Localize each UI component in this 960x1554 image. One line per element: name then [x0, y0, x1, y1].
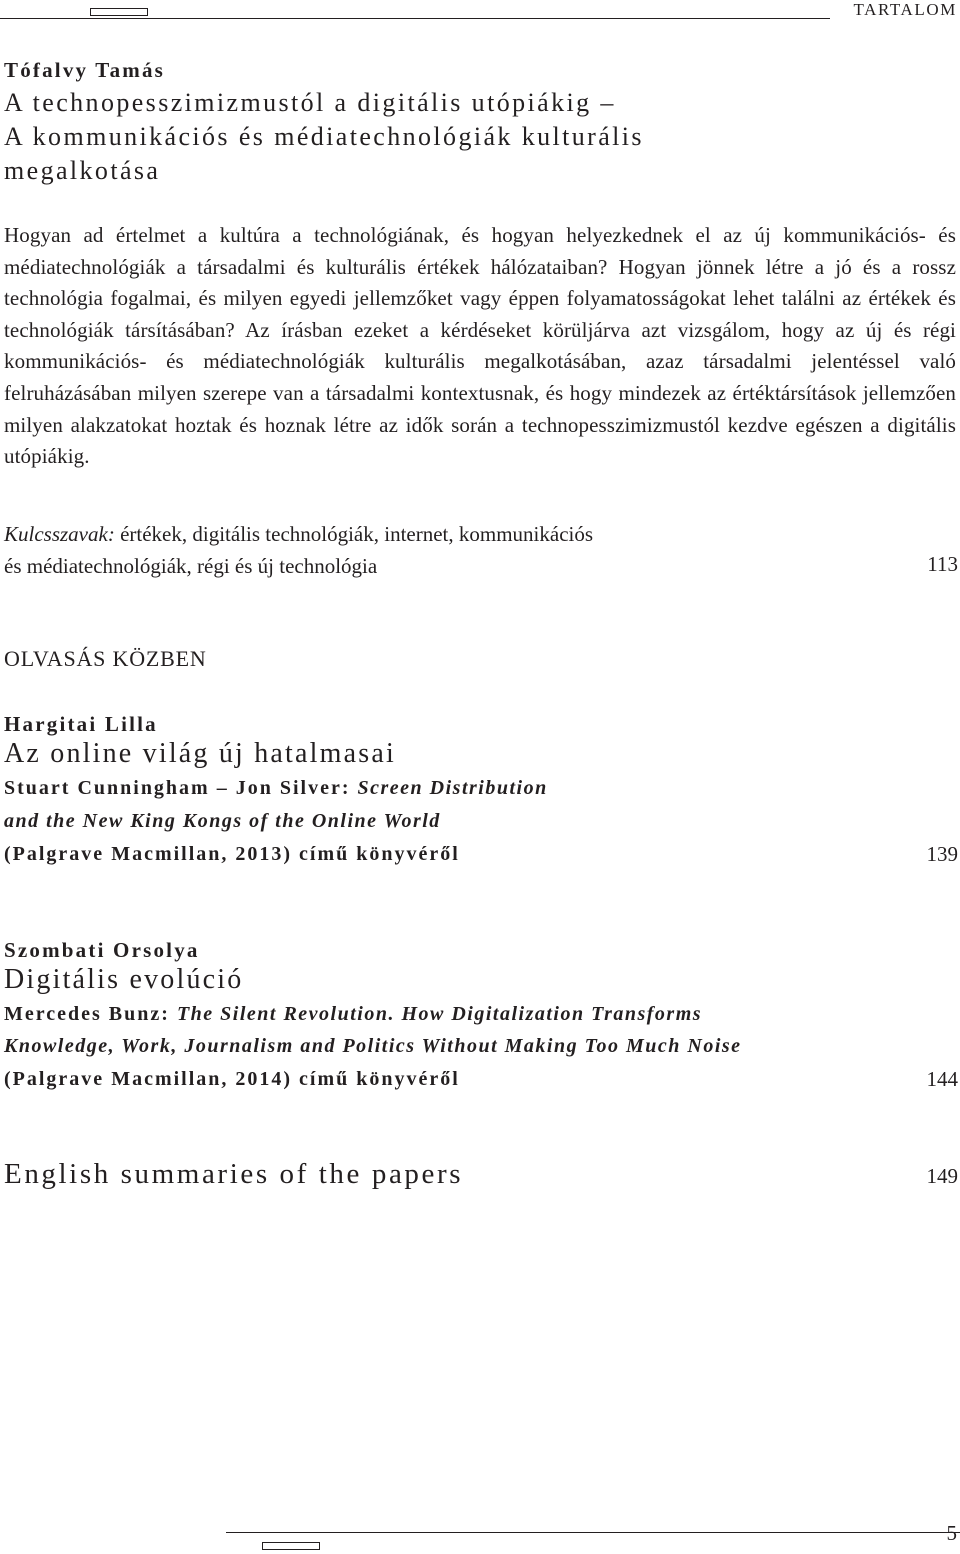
summaries-page-number: 149 — [926, 1164, 958, 1188]
keywords-label: Kulcsszavak: — [4, 522, 115, 546]
review2-author: Szombati Orsolya — [4, 938, 200, 962]
article-title-line-2: A kommunikációs és médiatechnológiák kulturális — [4, 122, 644, 151]
review1-book-title-part-1: Screen Distribution — [357, 777, 548, 799]
running-head: TARTALOM — [853, 0, 957, 19]
review1-book-line-1 — [4, 777, 548, 800]
article-abstract: Hogyan ad értelmet a kultúra a technológiának, és hogyan helyezkednek el az új kommunikációs- és médiatechnológiák a társadalmi és kulturális értékek hálózataiban? Hogyan jönnek létre a jó és a rossz technológia fogalmai, és milyen egyedi jellemzőket vagy éppen folyamatosságokat lehet találni az értékek és technológiák társításában? Az írásban ezeket a kérdéseket körüljárva azt vizsgálom, hogy az új és régi kommunikációs- és médiatechnológiák kulturális megalkotásában, azaz társadalmi jelentéssel való felruházásában milyen szerepe van a társadalmi kontextusnak, és hogy mindezek az értéktársítások jellemzően milyen alakzatokat hoztak és hoznak létre az idők során a technopesszimizmustól kezdve egészen a digitális utópiákig. — [4, 223, 956, 469]
header-rule — [0, 18, 830, 19]
review1-book-line-3: (Palgrave Macmillan, 2013) című könyvéről — [4, 843, 460, 865]
article-keywords-line-2: és médiatechnológiák, régi és új technológia — [4, 554, 378, 578]
review2-book-authors: Mercedes Bunz: — [4, 1003, 177, 1025]
review2-book-title-part-1: The Silent Revolution. How Digitalization Transforms — [176, 1003, 703, 1025]
footer-rule — [226, 1532, 960, 1533]
review1-book-line-2 — [4, 810, 441, 833]
header-marker — [90, 8, 148, 16]
review2-page-number: 144 — [926, 1067, 958, 1091]
article-title-line-1: A technopesszimizmustól a digitális utópiákig – — [4, 88, 616, 117]
review2-book-line-2 — [4, 1035, 742, 1058]
review1-title: Az online világ új hatalmasai — [4, 738, 396, 769]
review2-title: Digitális evolúció — [4, 964, 244, 995]
review2-book-line-3: (Palgrave Macmillan, 2014) című könyvéről — [4, 1068, 460, 1090]
section-label: OLVASÁS KÖZBEN — [4, 646, 207, 671]
article-page-number: 113 — [927, 552, 958, 576]
review2-book-title-part-2: Knowledge, Work, Journalism and Politics Without Making Too Much Noise — [4, 1035, 742, 1057]
review1-author: Hargitai Lilla — [4, 712, 158, 736]
summaries-title: English summaries of the papers — [4, 1158, 464, 1190]
article-author: Tófalvy Tamás — [4, 58, 166, 82]
review1-page-number: 139 — [926, 842, 958, 866]
article-title-line-3: megalkotása — [4, 156, 161, 185]
folio-page-number: 5 — [946, 1521, 957, 1545]
review2-book-line-1 — [4, 1003, 702, 1026]
review1-book-title-part-2: and the New King Kongs of the Online World — [4, 810, 441, 832]
review1-book-authors: Stuart Cunningham – Jon Silver: — [4, 777, 358, 799]
article-keywords — [4, 518, 593, 550]
footer-marker — [262, 1542, 320, 1550]
keywords-line-1: értékek, digitális technológiák, internet, kommunikációs — [120, 522, 594, 546]
